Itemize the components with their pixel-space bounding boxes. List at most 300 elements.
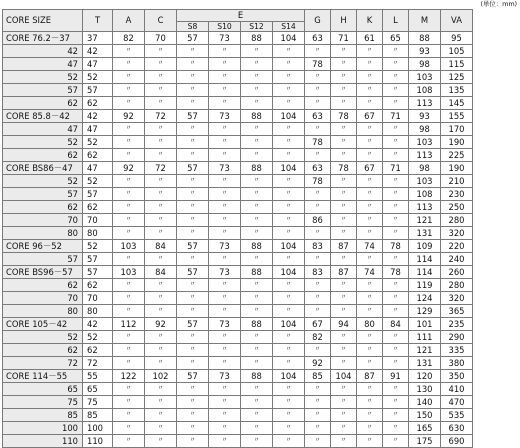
ditto-mark: 〃 <box>177 58 209 71</box>
ditto-mark: 〃 <box>273 227 305 240</box>
ditto-mark: 〃 <box>273 383 305 396</box>
ditto-mark: 〃 <box>177 188 209 201</box>
cell-t: 52 <box>83 71 113 84</box>
ditto-mark: 〃 <box>209 201 241 214</box>
cell-g: 78 <box>305 58 331 71</box>
cell-h: 87 <box>331 266 357 279</box>
cell-t: 70 <box>83 292 113 305</box>
table-row <box>3 188 473 201</box>
ditto-mark: 〃 <box>209 227 241 240</box>
ditto-mark: 〃 <box>113 136 145 149</box>
ditto-mark: 〃 <box>357 45 383 58</box>
header-s14: S14 <box>273 22 305 32</box>
ditto-mark: 〃 <box>241 175 273 188</box>
ditto-mark: 〃 <box>357 175 383 188</box>
cell-g: 63 <box>305 32 331 45</box>
ditto-mark: 〃 <box>145 253 177 266</box>
ditto-mark: 〃 <box>305 383 331 396</box>
ditto-mark: 〃 <box>113 188 145 201</box>
ditto-mark: 〃 <box>177 383 209 396</box>
ditto-mark: 〃 <box>241 409 273 422</box>
table-row <box>3 71 473 84</box>
ditto-mark: 〃 <box>241 97 273 110</box>
core-size-cell: 70 <box>3 214 83 227</box>
ditto-mark: 〃 <box>241 253 273 266</box>
table-row <box>3 227 473 240</box>
cell-s10: 73 <box>209 370 241 383</box>
ditto-mark: 〃 <box>357 58 383 71</box>
ditto-mark: 〃 <box>331 175 357 188</box>
cell-t: 37 <box>83 32 113 45</box>
ditto-mark: 〃 <box>241 435 273 448</box>
ditto-mark: 〃 <box>145 331 177 344</box>
ditto-mark: 〃 <box>209 279 241 292</box>
cell-t: 80 <box>83 227 113 240</box>
cell-t: 110 <box>83 435 113 448</box>
cell-g: 86 <box>305 214 331 227</box>
ditto-mark: 〃 <box>331 123 357 136</box>
core-size-cell: 57 <box>3 253 83 266</box>
ditto-mark: 〃 <box>383 383 409 396</box>
cell-s8: 57 <box>177 32 209 45</box>
cell-va: 410 <box>441 383 473 396</box>
ditto-mark: 〃 <box>273 409 305 422</box>
cell-g: 63 <box>305 110 331 123</box>
ditto-mark: 〃 <box>273 305 305 318</box>
cell-t: 52 <box>83 175 113 188</box>
cell-t: 47 <box>83 58 113 71</box>
header-row <box>3 10 473 22</box>
table-row <box>3 370 473 383</box>
cell-t: 72 <box>83 357 113 370</box>
ditto-mark: 〃 <box>305 409 331 422</box>
cell-m: 150 <box>409 409 441 422</box>
ditto-mark: 〃 <box>113 292 145 305</box>
ditto-mark: 〃 <box>331 279 357 292</box>
ditto-mark: 〃 <box>331 344 357 357</box>
ditto-mark: 〃 <box>331 331 357 344</box>
ditto-mark: 〃 <box>331 357 357 370</box>
cell-m: 131 <box>409 227 441 240</box>
table-row <box>3 357 473 370</box>
ditto-mark: 〃 <box>331 58 357 71</box>
cell-k: 87 <box>357 370 383 383</box>
core-size-cell: 75 <box>3 396 83 409</box>
ditto-mark: 〃 <box>209 45 241 58</box>
unit-note: (単位：mm) <box>480 0 517 8</box>
cell-m: 175 <box>409 435 441 448</box>
ditto-mark: 〃 <box>383 201 409 214</box>
table-row <box>3 136 473 149</box>
ditto-mark: 〃 <box>209 357 241 370</box>
ditto-mark: 〃 <box>113 175 145 188</box>
cell-t: 65 <box>83 383 113 396</box>
ditto-mark: 〃 <box>383 84 409 97</box>
ditto-mark: 〃 <box>209 175 241 188</box>
ditto-mark: 〃 <box>209 435 241 448</box>
ditto-mark: 〃 <box>383 227 409 240</box>
table-row <box>3 383 473 396</box>
ditto-mark: 〃 <box>305 71 331 84</box>
ditto-mark: 〃 <box>113 409 145 422</box>
cell-t: 47 <box>83 162 113 175</box>
ditto-mark: 〃 <box>177 279 209 292</box>
core-size-cell: CORE 114－55 <box>3 370 83 383</box>
ditto-mark: 〃 <box>331 409 357 422</box>
cell-m: 124 <box>409 292 441 305</box>
core-size-cell: 57 <box>3 188 83 201</box>
core-size-cell: 110 <box>3 435 83 448</box>
cell-s8: 57 <box>177 370 209 383</box>
cell-a: 122 <box>113 370 145 383</box>
ditto-mark: 〃 <box>177 84 209 97</box>
table-row <box>3 32 473 45</box>
cell-a: 92 <box>113 110 145 123</box>
ditto-mark: 〃 <box>241 201 273 214</box>
cell-va: 535 <box>441 409 473 422</box>
cell-a: 103 <box>113 266 145 279</box>
ditto-mark: 〃 <box>305 188 331 201</box>
cell-va: 630 <box>441 422 473 435</box>
cell-s14: 104 <box>273 266 305 279</box>
ditto-mark: 〃 <box>241 214 273 227</box>
ditto-mark: 〃 <box>209 422 241 435</box>
header-m: M <box>409 10 441 32</box>
core-size-cell: 52 <box>3 175 83 188</box>
core-size-cell: 47 <box>3 123 83 136</box>
cell-s14: 104 <box>273 240 305 253</box>
ditto-mark: 〃 <box>383 435 409 448</box>
core-size-cell: 57 <box>3 84 83 97</box>
ditto-mark: 〃 <box>305 84 331 97</box>
cell-t: 85 <box>83 409 113 422</box>
ditto-mark: 〃 <box>273 331 305 344</box>
cell-l: 78 <box>383 266 409 279</box>
cell-va: 260 <box>441 266 473 279</box>
cell-t: 57 <box>83 266 113 279</box>
core-size-cell: 52 <box>3 71 83 84</box>
ditto-mark: 〃 <box>305 344 331 357</box>
ditto-mark: 〃 <box>305 45 331 58</box>
core-size-cell: CORE BS86－47 <box>3 162 83 175</box>
ditto-mark: 〃 <box>145 422 177 435</box>
cell-s12: 88 <box>241 32 273 45</box>
ditto-mark: 〃 <box>209 136 241 149</box>
ditto-mark: 〃 <box>145 175 177 188</box>
cell-t: 52 <box>83 240 113 253</box>
ditto-mark: 〃 <box>331 383 357 396</box>
cell-va: 320 <box>441 292 473 305</box>
ditto-mark: 〃 <box>241 123 273 136</box>
ditto-mark: 〃 <box>145 214 177 227</box>
ditto-mark: 〃 <box>177 97 209 110</box>
cell-h: 87 <box>331 240 357 253</box>
cell-va: 145 <box>441 97 473 110</box>
ditto-mark: 〃 <box>383 409 409 422</box>
ditto-mark: 〃 <box>357 279 383 292</box>
ditto-mark: 〃 <box>331 253 357 266</box>
ditto-mark: 〃 <box>177 201 209 214</box>
cell-m: 165 <box>409 422 441 435</box>
table-row <box>3 279 473 292</box>
ditto-mark: 〃 <box>241 344 273 357</box>
ditto-mark: 〃 <box>331 214 357 227</box>
cell-g: 78 <box>305 136 331 149</box>
ditto-mark: 〃 <box>331 71 357 84</box>
ditto-mark: 〃 <box>241 422 273 435</box>
ditto-mark: 〃 <box>145 344 177 357</box>
header-a: A <box>113 10 145 32</box>
ditto-mark: 〃 <box>177 123 209 136</box>
cell-m: 119 <box>409 279 441 292</box>
header-e: E <box>177 10 305 22</box>
cell-t: 57 <box>83 188 113 201</box>
cell-va: 380 <box>441 357 473 370</box>
cell-m: 130 <box>409 383 441 396</box>
cell-s10: 73 <box>209 318 241 331</box>
ditto-mark: 〃 <box>305 123 331 136</box>
ditto-mark: 〃 <box>273 136 305 149</box>
ditto-mark: 〃 <box>113 279 145 292</box>
ditto-mark: 〃 <box>145 71 177 84</box>
ditto-mark: 〃 <box>357 227 383 240</box>
ditto-mark: 〃 <box>305 201 331 214</box>
cell-va: 155 <box>441 110 473 123</box>
cell-s12: 88 <box>241 110 273 123</box>
cell-m: 88 <box>409 32 441 45</box>
cell-g: 78 <box>305 175 331 188</box>
cell-va: 125 <box>441 71 473 84</box>
cell-c: 72 <box>145 110 177 123</box>
cell-m: 108 <box>409 84 441 97</box>
cell-va: 190 <box>441 162 473 175</box>
cell-g: 83 <box>305 266 331 279</box>
ditto-mark: 〃 <box>273 435 305 448</box>
cell-h: 78 <box>331 162 357 175</box>
ditto-mark: 〃 <box>273 149 305 162</box>
cell-va: 170 <box>441 123 473 136</box>
ditto-mark: 〃 <box>241 136 273 149</box>
table-row <box>3 344 473 357</box>
header-k: K <box>357 10 383 32</box>
ditto-mark: 〃 <box>177 435 209 448</box>
ditto-mark: 〃 <box>209 409 241 422</box>
table-row <box>3 422 473 435</box>
cell-m: 98 <box>409 123 441 136</box>
cell-l: 71 <box>383 110 409 123</box>
ditto-mark: 〃 <box>357 253 383 266</box>
ditto-mark: 〃 <box>383 357 409 370</box>
table-row <box>3 214 473 227</box>
ditto-mark: 〃 <box>209 97 241 110</box>
core-size-cell: 85 <box>3 409 83 422</box>
ditto-mark: 〃 <box>357 331 383 344</box>
table-row <box>3 175 473 188</box>
table-row <box>3 58 473 71</box>
ditto-mark: 〃 <box>209 123 241 136</box>
ditto-mark: 〃 <box>145 149 177 162</box>
cell-va: 350 <box>441 370 473 383</box>
cell-s10: 73 <box>209 110 241 123</box>
header-t: T <box>83 10 113 32</box>
cell-va: 105 <box>441 45 473 58</box>
ditto-mark: 〃 <box>383 97 409 110</box>
ditto-mark: 〃 <box>209 84 241 97</box>
ditto-mark: 〃 <box>145 305 177 318</box>
cell-va: 95 <box>441 32 473 45</box>
cell-m: 111 <box>409 331 441 344</box>
cell-s8: 57 <box>177 266 209 279</box>
cell-m: 101 <box>409 318 441 331</box>
cell-s10: 73 <box>209 162 241 175</box>
table-row <box>3 409 473 422</box>
ditto-mark: 〃 <box>241 149 273 162</box>
ditto-mark: 〃 <box>177 253 209 266</box>
table-row <box>3 435 473 448</box>
ditto-mark: 〃 <box>273 279 305 292</box>
cell-va: 280 <box>441 279 473 292</box>
cell-va: 280 <box>441 214 473 227</box>
table-row <box>3 110 473 123</box>
ditto-mark: 〃 <box>383 422 409 435</box>
ditto-mark: 〃 <box>305 97 331 110</box>
cell-s12: 88 <box>241 240 273 253</box>
ditto-mark: 〃 <box>305 292 331 305</box>
core-size-cell: 80 <box>3 227 83 240</box>
core-size-cell: 70 <box>3 292 83 305</box>
ditto-mark: 〃 <box>331 45 357 58</box>
ditto-mark: 〃 <box>273 188 305 201</box>
cell-t: 57 <box>83 253 113 266</box>
ditto-mark: 〃 <box>383 175 409 188</box>
cell-m: 113 <box>409 149 441 162</box>
cell-va: 225 <box>441 149 473 162</box>
ditto-mark: 〃 <box>113 331 145 344</box>
cell-l: 78 <box>383 240 409 253</box>
cell-h: 78 <box>331 110 357 123</box>
header-g: G <box>305 10 331 32</box>
ditto-mark: 〃 <box>331 201 357 214</box>
header-s12: S12 <box>241 22 273 32</box>
ditto-mark: 〃 <box>305 435 331 448</box>
ditto-mark: 〃 <box>145 227 177 240</box>
ditto-mark: 〃 <box>113 123 145 136</box>
ditto-mark: 〃 <box>241 305 273 318</box>
ditto-mark: 〃 <box>383 149 409 162</box>
core-size-cell: 62 <box>3 279 83 292</box>
cell-c: 70 <box>145 32 177 45</box>
cell-g: 82 <box>305 331 331 344</box>
ditto-mark: 〃 <box>145 435 177 448</box>
ditto-mark: 〃 <box>177 422 209 435</box>
cell-va: 335 <box>441 344 473 357</box>
table-row <box>3 253 473 266</box>
ditto-mark: 〃 <box>357 84 383 97</box>
ditto-mark: 〃 <box>383 331 409 344</box>
cell-k: 80 <box>357 318 383 331</box>
ditto-mark: 〃 <box>357 383 383 396</box>
core-size-cell: CORE 85.8－42 <box>3 110 83 123</box>
ditto-mark: 〃 <box>209 214 241 227</box>
cell-m: 113 <box>409 201 441 214</box>
ditto-mark: 〃 <box>305 227 331 240</box>
cell-m: 121 <box>409 344 441 357</box>
core-size-cell: 100 <box>3 422 83 435</box>
ditto-mark: 〃 <box>241 188 273 201</box>
cell-g: 63 <box>305 162 331 175</box>
ditto-mark: 〃 <box>113 383 145 396</box>
ditto-mark: 〃 <box>273 292 305 305</box>
ditto-mark: 〃 <box>357 409 383 422</box>
ditto-mark: 〃 <box>241 58 273 71</box>
table-row <box>3 162 473 175</box>
cell-va: 230 <box>441 188 473 201</box>
ditto-mark: 〃 <box>145 357 177 370</box>
cell-s8: 57 <box>177 162 209 175</box>
cell-m: 103 <box>409 71 441 84</box>
cell-s10: 73 <box>209 266 241 279</box>
table-row <box>3 84 473 97</box>
cell-l: 65 <box>383 32 409 45</box>
ditto-mark: 〃 <box>357 344 383 357</box>
ditto-mark: 〃 <box>305 396 331 409</box>
ditto-mark: 〃 <box>177 344 209 357</box>
ditto-mark: 〃 <box>273 357 305 370</box>
cell-m: 103 <box>409 175 441 188</box>
cell-s10: 73 <box>209 32 241 45</box>
cell-t: 42 <box>83 110 113 123</box>
ditto-mark: 〃 <box>113 253 145 266</box>
header-l: L <box>383 10 409 32</box>
ditto-mark: 〃 <box>113 45 145 58</box>
ditto-mark: 〃 <box>331 396 357 409</box>
cell-s10: 73 <box>209 240 241 253</box>
cell-a: 82 <box>113 32 145 45</box>
table-row <box>3 396 473 409</box>
ditto-mark: 〃 <box>331 188 357 201</box>
cell-t: 62 <box>83 149 113 162</box>
cell-s14: 104 <box>273 110 305 123</box>
cell-va: 210 <box>441 175 473 188</box>
table-row <box>3 266 473 279</box>
table-row <box>3 123 473 136</box>
ditto-mark: 〃 <box>357 435 383 448</box>
ditto-mark: 〃 <box>357 422 383 435</box>
cell-k: 61 <box>357 32 383 45</box>
ditto-mark: 〃 <box>177 292 209 305</box>
ditto-mark: 〃 <box>145 396 177 409</box>
cell-t: 100 <box>83 422 113 435</box>
cell-t: 75 <box>83 396 113 409</box>
cell-l: 91 <box>383 370 409 383</box>
cell-t: 52 <box>83 136 113 149</box>
ditto-mark: 〃 <box>273 396 305 409</box>
cell-a: 92 <box>113 162 145 175</box>
cell-s8: 57 <box>177 240 209 253</box>
cell-va: 290 <box>441 331 473 344</box>
ditto-mark: 〃 <box>145 188 177 201</box>
ditto-mark: 〃 <box>273 123 305 136</box>
ditto-mark: 〃 <box>383 71 409 84</box>
ditto-mark: 〃 <box>305 253 331 266</box>
ditto-mark: 〃 <box>305 422 331 435</box>
cell-s14: 104 <box>273 318 305 331</box>
cell-va: 220 <box>441 240 473 253</box>
ditto-mark: 〃 <box>177 45 209 58</box>
core-size-cell: 52 <box>3 331 83 344</box>
cell-m: 93 <box>409 45 441 58</box>
cell-t: 55 <box>83 370 113 383</box>
